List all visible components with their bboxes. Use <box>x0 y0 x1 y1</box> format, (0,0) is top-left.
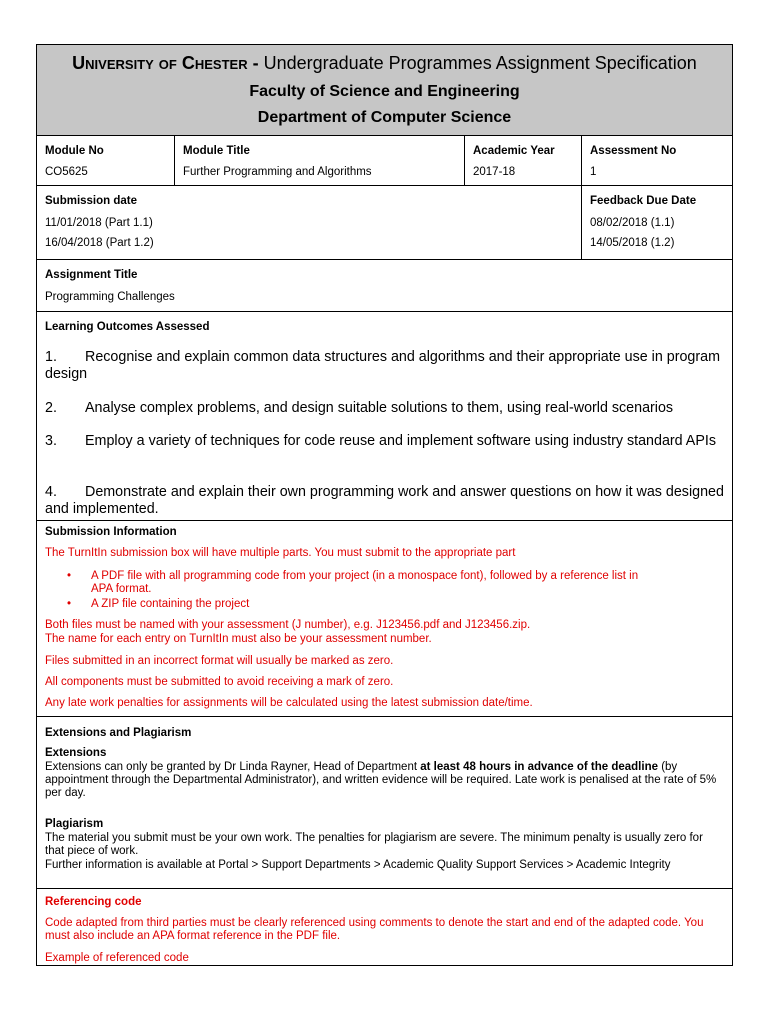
learning-outcomes-label: Learning Outcomes Assessed <box>45 321 210 333</box>
learning-outcome-4: 4. Demonstrate and explain their own programming work and answer questions on how it was designed and implemented. <box>45 484 724 517</box>
module-no-value: CO5625 <box>45 166 88 178</box>
submission-format-warning: Files submitted in an incorrect format will usually be marked as zero. <box>45 655 394 667</box>
learning-outcomes-row <box>37 312 732 521</box>
extensions-label: Extensions <box>45 747 107 759</box>
academic-year-label: Academic Year <box>473 145 555 157</box>
feedback-date-1: 08/02/2018 (1.1) <box>590 217 675 229</box>
submission-info-row <box>37 521 732 717</box>
submission-intro: The TurnItIn submission box will have multiple parts. You must submit to the appropriate part <box>45 547 516 559</box>
submission-components-warning: All components must be submitted to avoid receiving a mark of zero. <box>45 676 394 688</box>
extensions-text: Extensions can only be granted by Dr Linda Rayner, Head of Department at least 48 hours in advance of the deadline (by appointment through the Departmental Administrator), and written evidence will be required. Late work is penalised at the rate of 5% per day. <box>45 761 717 799</box>
module-row <box>37 136 732 186</box>
submission-date-cell <box>37 186 581 259</box>
dates-row <box>37 186 732 260</box>
plagiarism-text: The material you submit must be your own work. The penalties for plagiarism are severe. The minimum penalty is usually zero for that piece of work. <box>45 832 703 857</box>
feedback-date-label: Feedback Due Date <box>590 195 697 207</box>
submission-date-1: 11/01/2018 (Part 1.1) <box>45 217 153 229</box>
extensions-plagiarism-label: Extensions and Plagiarism <box>45 727 192 739</box>
academic-year-value: 2017-18 <box>473 166 516 178</box>
document-title: University of Chester - Undergraduate Programmes Assignment Specification <box>72 53 697 73</box>
assignment-specification <box>36 44 733 966</box>
plagiarism-further-info: Further information is available at Portal > Support Departments > Academic Quality Support Services > Academic Integrity <box>45 859 671 871</box>
assessment-no-label: Assessment No <box>590 145 677 157</box>
academic-year-cell <box>464 136 581 185</box>
submission-late-penalty: Any late work penalties for assignments will be calculated using the latest submission date/time. <box>45 697 533 709</box>
submission-bullet-pdf: • A PDF file with all programming code from your project (in a monospace font), followed by a reference list in APA format. <box>67 570 639 595</box>
learning-outcome-2: 2. Analyse complex problems, and design suitable solutions to them, using real-world scenarios <box>45 400 674 416</box>
document-header <box>37 45 732 136</box>
submission-date-label: Submission date <box>45 195 138 207</box>
assignment-title-label: Assignment Title <box>45 269 138 281</box>
assessment-no-value: 1 <box>590 166 597 178</box>
faculty-heading: Faculty of Science and Engineering <box>249 83 520 100</box>
module-no-label: Module No <box>45 145 104 157</box>
referencing-text: Code adapted from third parties must be clearly referenced using comments to denote the start and end of the adapted code. You must also include an APA format reference in the PDF file. <box>45 917 704 942</box>
learning-outcome-3: 3. Employ a variety of techniques for code reuse and implement software using industry standard APIs <box>45 433 716 449</box>
assignment-title-row <box>37 260 732 312</box>
referencing-example: Example of referenced code <box>45 952 189 964</box>
assessment-no-cell <box>581 136 732 185</box>
learning-outcome-1: 1. Recognise and explain common data structures and algorithms and their appropriate use in program design <box>45 349 720 382</box>
submission-info-label: Submission Information <box>45 526 177 538</box>
referencing-row <box>37 889 732 967</box>
plagiarism-label: Plagiarism <box>45 818 104 830</box>
referencing-label: Referencing code <box>45 896 142 908</box>
module-title-value: Further Programming and Algorithms <box>183 166 372 178</box>
module-no-cell <box>37 136 174 185</box>
submission-naming-2: The name for each entry on TurnItIn must also be your assessment number. <box>45 633 432 645</box>
module-title-cell <box>174 136 464 185</box>
feedback-date-2: 14/05/2018 (1.2) <box>590 237 675 249</box>
submission-date-2: 16/04/2018 (Part 1.2) <box>45 237 154 249</box>
department-heading: Department of Computer Science <box>257 109 512 126</box>
submission-naming-1: Both files must be named with your assessment (J number), e.g. J123456.pdf and J123456.zip. <box>45 619 531 631</box>
module-title-label: Module Title <box>183 145 250 157</box>
assignment-title-value: Programming Challenges <box>45 291 175 303</box>
extensions-plagiarism-row <box>37 717 732 889</box>
submission-bullet-zip: • A ZIP file containing the project <box>67 598 250 610</box>
feedback-date-cell <box>581 186 732 259</box>
